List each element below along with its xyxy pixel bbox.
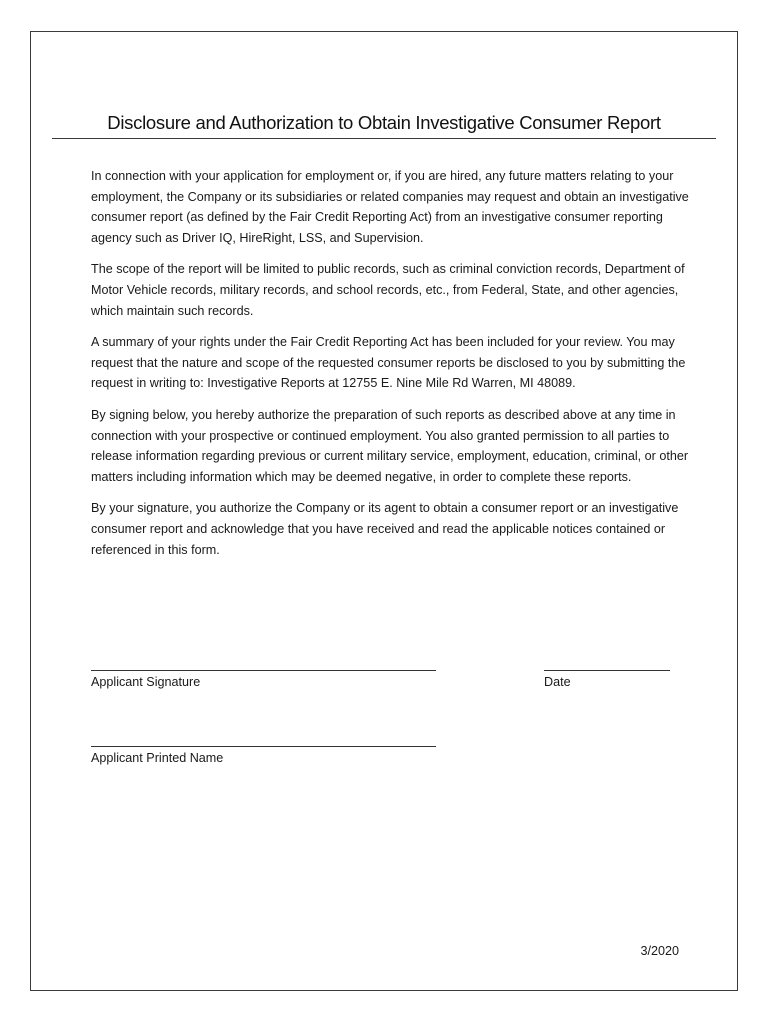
paragraph-scope: The scope of the report will be limited to public records, such as criminal conviction records, Department of Motor Vehicle records, military records, and school records, etc., from Federal, State, and other agencies, which maintain such records.	[91, 262, 685, 318]
paragraph-rights-summary: A summary of your rights under the Fair Credit Reporting Act has been included for your review. You may request that the nature and scope of the requested consumer reports be disclosed to you by submitting the request in writing to: Investigative Reports at 12755 E. Nine Mile Rd Warren, MI 48089.	[91, 335, 686, 391]
signature-line[interactable]	[91, 670, 436, 671]
title-divider	[52, 138, 716, 139]
date-label: Date	[544, 675, 571, 689]
printed-name-line[interactable]	[91, 746, 436, 747]
document-page	[30, 31, 738, 991]
revision-date: 3/2020	[640, 944, 679, 958]
document-title: Disclosure and Authorization to Obtain Investigative Consumer Report	[107, 112, 661, 133]
date-line[interactable]	[544, 670, 670, 671]
document-body	[91, 166, 689, 571]
paragraph-connection: In connection with your application for employment or, if you are hired, any future matters relating to your employment, the Company or its subsidiaries or related companies may request and obtain an investigative consumer report (as defined by the Fair Credit Reporting Act) from an investigative consumer reporting agency such as Driver IQ, HireRight, LSS, and Supervision.	[91, 169, 689, 245]
paragraph-acknowledgement: By your signature, you authorize the Company or its agent to obtain a consumer report or an investigative consumer report and acknowledge that you have received and read the applicable notices contained or referenced in this form.	[91, 501, 679, 557]
signature-label: Applicant Signature	[91, 675, 201, 689]
printed-name-label: Applicant Printed Name	[91, 751, 224, 765]
paragraph-authorization: By signing below, you hereby authorize the preparation of such reports as described above at any time in connection with your prospective or continued employment. You also granted permission to all parties to release information regarding previous or current military service, employment, education, criminal, or other matters including information which may be deemed negative, in order to complete these reports.	[91, 407, 689, 484]
